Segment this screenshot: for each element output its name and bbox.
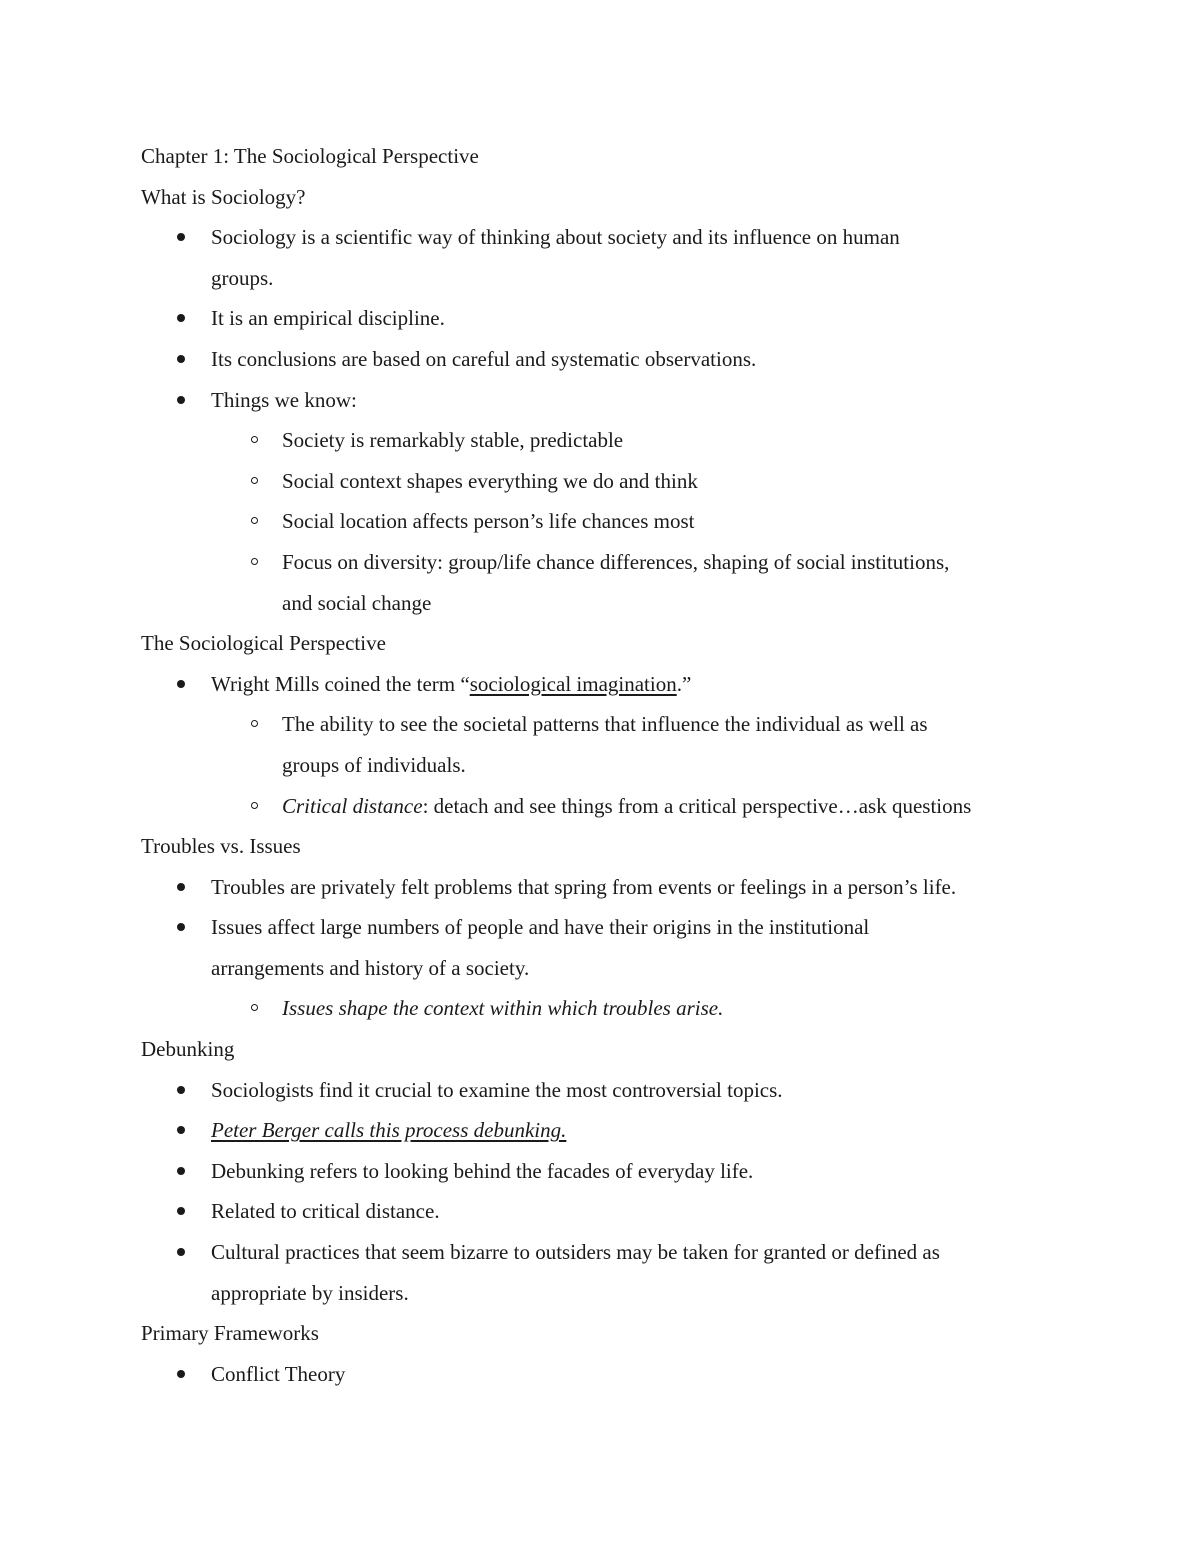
sub-bullet-text: Issues shape the context within which troubles arise. xyxy=(282,996,724,1021)
sub-bullet-item xyxy=(141,542,1081,583)
sub-bullet-text: Social location affects person’s life chances most xyxy=(282,509,695,534)
bullet-item xyxy=(141,1232,1081,1273)
sub-bullet-text: The ability to see the societal patterns that influence the individual as well as xyxy=(282,712,928,737)
sub-bullet-item xyxy=(141,704,1081,745)
bullet-item xyxy=(141,907,1081,948)
bullet-dot-icon xyxy=(177,1126,185,1134)
sub-bullet-item xyxy=(141,786,1081,827)
bullet-dot-icon xyxy=(177,883,185,891)
document-body xyxy=(141,136,1081,1394)
bullet-circle-icon xyxy=(251,436,258,443)
sub-bullet-text: Focus on diversity: group/life chance differences, shaping of social institutions, xyxy=(282,549,950,574)
bullet-item xyxy=(141,1070,1081,1111)
bullet-dot-icon xyxy=(177,923,185,931)
bullet-dot-icon xyxy=(177,314,185,322)
bullet-text: Issues affect large numbers of people and have their origins in the institutional xyxy=(211,915,870,940)
bullet-circle-icon xyxy=(251,802,258,809)
bullet-circle-icon xyxy=(251,720,258,727)
bullet-dot-icon xyxy=(177,396,185,404)
bullet-text: Peter Berger calls this process debunking. xyxy=(211,1118,567,1143)
bullet-text-end: .” xyxy=(676,671,692,696)
bullet-item xyxy=(141,1151,1081,1192)
bullet-text: Sociology is a scientific way of thinking about society and its influence on human xyxy=(211,225,900,250)
italic-term: Critical distance xyxy=(282,793,423,818)
section-heading-primary-frameworks: Primary Frameworks xyxy=(141,1321,319,1346)
sub-bullet-item xyxy=(141,420,1081,461)
bullet-item xyxy=(141,339,1081,380)
sub-bullet-text: Society is remarkably stable, predictable xyxy=(282,428,624,453)
sub-bullet-continuation: and social change xyxy=(282,590,432,615)
bullet-dot-icon xyxy=(177,1248,185,1256)
sub-bullet-continuation: groups of individuals. xyxy=(282,752,466,777)
bullet-dot-icon xyxy=(177,1167,185,1175)
section-heading-sociological-perspective: The Sociological Perspective xyxy=(141,631,386,656)
bullet-text: Troubles are privately felt problems that spring from events or feelings in a person’s life. xyxy=(211,874,957,899)
section-heading-what-is-sociology: What is Sociology? xyxy=(141,184,306,209)
bullet-item xyxy=(141,1354,1081,1395)
bullet-item xyxy=(141,1191,1081,1232)
document-title: Chapter 1: The Sociological Perspective xyxy=(141,144,479,168)
bullet-text: Its conclusions are based on careful and systematic observations. xyxy=(211,346,757,371)
section-heading-debunking: Debunking xyxy=(141,1037,235,1062)
bullet-item xyxy=(141,298,1081,339)
bullet-text: Wright Mills coined the term “ xyxy=(211,671,470,696)
bullet-dot-icon xyxy=(177,233,185,241)
sub-bullet-item xyxy=(141,988,1081,1029)
bullet-circle-icon xyxy=(251,517,258,524)
bullet-text: Conflict Theory xyxy=(211,1361,346,1386)
bullet-item xyxy=(141,217,1081,258)
underlined-term: sociological imagination xyxy=(469,671,677,696)
bullet-dot-icon xyxy=(177,355,185,363)
sub-bullet-item xyxy=(141,501,1081,542)
bullet-dot-icon xyxy=(177,1086,185,1094)
bullet-continuation: arrangements and history of a society. xyxy=(211,955,530,980)
bullet-text: Things we know: xyxy=(211,387,357,412)
bullet-item xyxy=(141,380,1081,421)
bullet-dot-icon xyxy=(177,680,185,688)
bullet-text: Sociologists find it crucial to examine the most controversial topics. xyxy=(211,1077,783,1102)
sub-bullet-text: Social context shapes everything we do and think xyxy=(282,468,698,493)
bullet-dot-icon xyxy=(177,1370,185,1378)
bullet-continuation: groups. xyxy=(211,265,274,290)
bullet-continuation: appropriate by insiders. xyxy=(211,1280,409,1305)
sub-bullet-text: : detach and see things from a critical perspective…ask questions xyxy=(422,793,972,818)
bullet-text: It is an empirical discipline. xyxy=(211,306,445,331)
bullet-circle-icon xyxy=(251,558,258,565)
bullet-item xyxy=(141,1110,1081,1151)
bullet-text: Cultural practices that seem bizarre to outsiders may be taken for granted or defined as xyxy=(211,1240,940,1265)
bullet-dot-icon xyxy=(177,1207,185,1215)
bullet-text: Debunking refers to looking behind the facades of everyday life. xyxy=(211,1158,754,1183)
bullet-item xyxy=(141,867,1081,908)
bullet-item xyxy=(141,664,1081,705)
bullet-circle-icon xyxy=(251,1004,258,1011)
sub-bullet-item xyxy=(141,461,1081,502)
bullet-text: Related to critical distance. xyxy=(211,1199,440,1224)
section-heading-troubles-vs-issues: Troubles vs. Issues xyxy=(141,834,301,859)
bullet-circle-icon xyxy=(251,477,258,484)
